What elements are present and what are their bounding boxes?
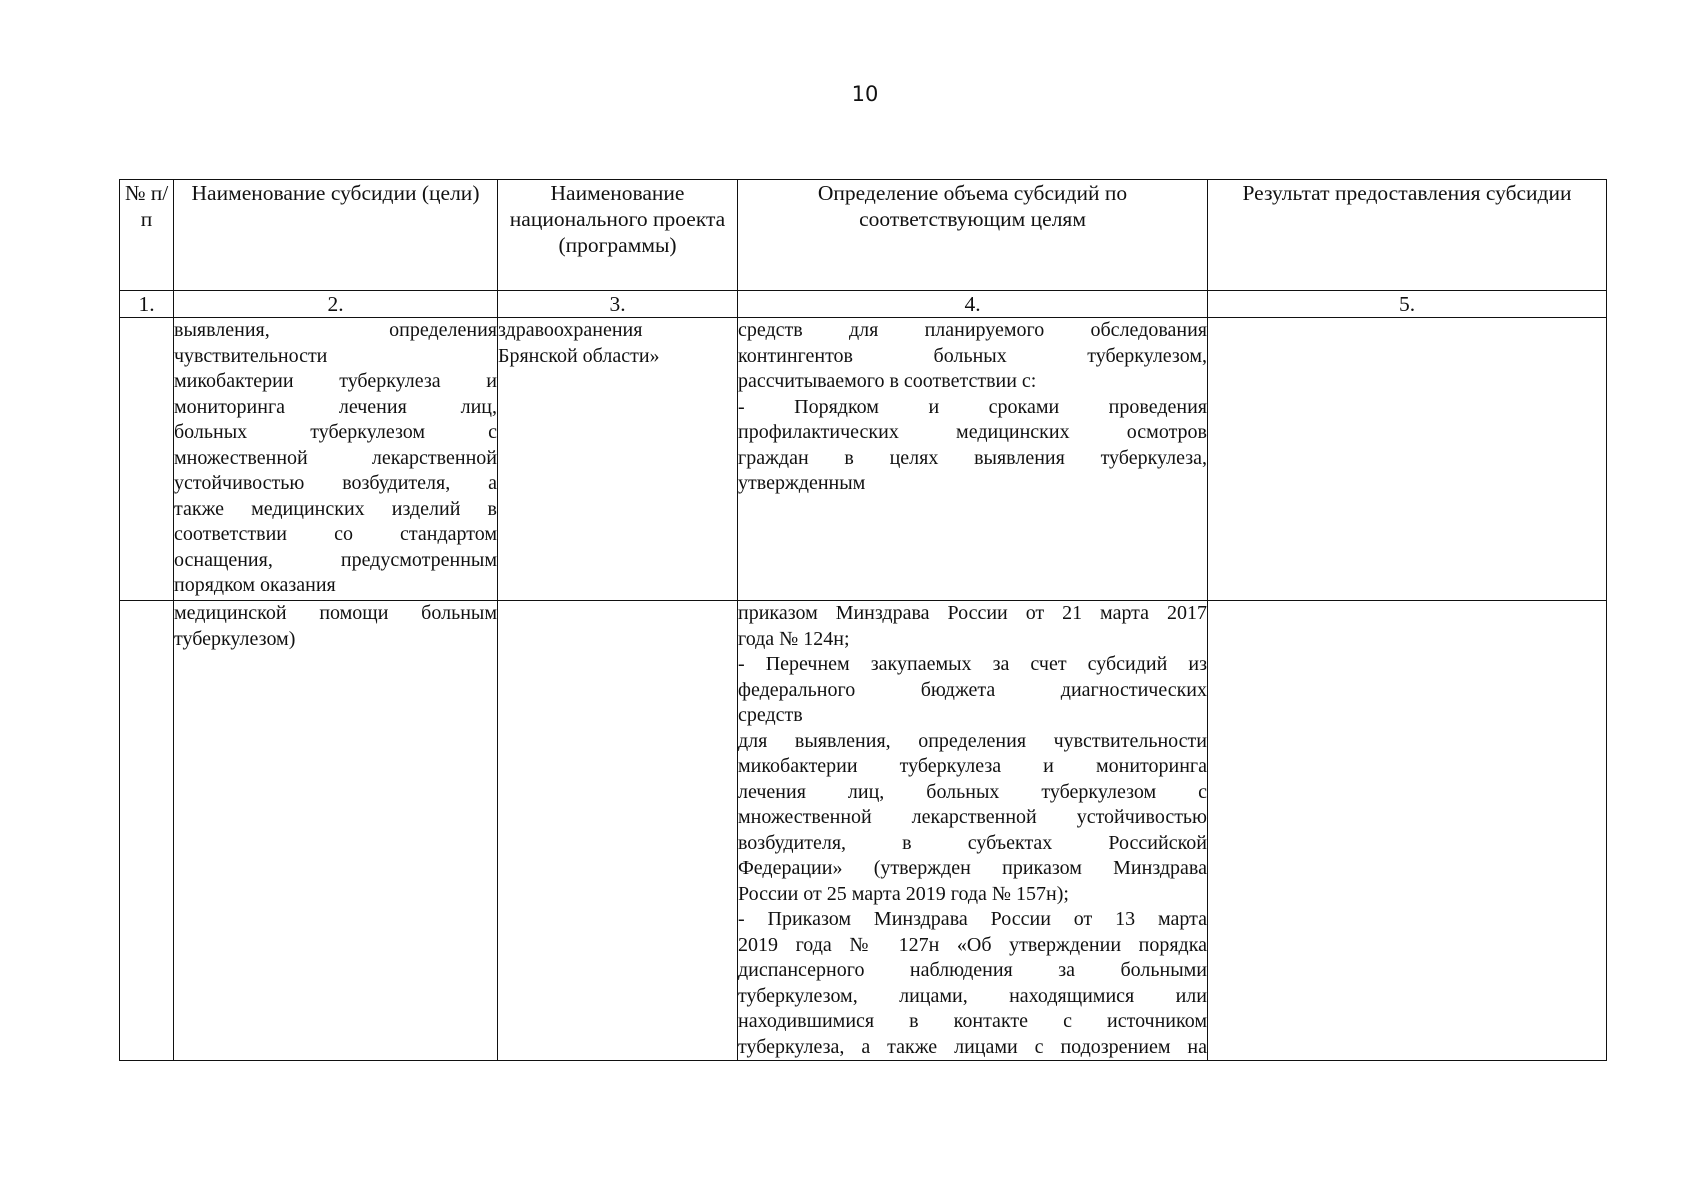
cell-text-line: множественной лекарственной <box>174 446 497 469</box>
cell-text-line: устойчивостью возбудителя, а <box>174 472 497 494</box>
cell-text-line: средств для планируемого обследования <box>738 319 1207 341</box>
header-subsidy-name: Наименование субсидии (цели) <box>174 180 498 291</box>
cell-text-line: профилактических медицинских осмотров <box>738 421 1207 443</box>
cell-text-line: приказом Минздрава России от 21 марта 2017 <box>738 602 1207 624</box>
cell-text-line: микобактерии туберкулеза и <box>174 370 497 392</box>
header-volume-definition: Определение объема субсидий по соответствующим целям <box>738 180 1208 291</box>
cell-text-line: выявления, определения <box>174 319 497 341</box>
row1-volume-definition-cell <box>738 318 1208 601</box>
cell-text-line: для выявления, определения чувствительности <box>738 729 1207 752</box>
row1-national-project-cell <box>498 318 738 601</box>
cell-text-line: 2019 года № 127н «Об утверждении порядка <box>738 933 1207 956</box>
column-number-row <box>120 291 1607 318</box>
cell-text-line: порядком оказания <box>174 574 336 596</box>
column-number-1: 1. <box>120 291 174 318</box>
cell-text-line: также медицинских изделий в <box>174 497 497 520</box>
header-row <box>120 180 1607 291</box>
cell-text-line: медицинской помощи больным <box>174 602 497 624</box>
row1-subsidy-name-cell <box>174 318 498 601</box>
cell-text-line: России от 25 марта 2019 года № 157н); <box>738 882 1069 905</box>
cell-text-line: чувствительности <box>174 344 328 367</box>
cell-text-line: находившимися в контакте с источником <box>738 1010 1207 1032</box>
cell-text-line: граждан в целях выявления туберкулеза, <box>738 446 1207 469</box>
cell-text-line: туберкулеза, а также лицами с подозрением на <box>738 1035 1207 1058</box>
table-row <box>120 318 1607 601</box>
cell-text-line: микобактерии туберкулеза и мониторинга <box>738 755 1207 777</box>
subsidy-table <box>119 179 1607 1061</box>
cell-text-line: - Перечнем закупаемых за счет субсидий из <box>738 653 1207 675</box>
cell-text-line: возбудителя, в субъектах Российской <box>738 831 1207 854</box>
cell-text-line: больных туберкулезом с <box>174 421 497 443</box>
cell-text-line: средств <box>738 704 803 726</box>
cell-text-line: лечения лиц, больных туберкулезом с <box>738 780 1207 803</box>
row2-result-cell <box>1208 601 1607 1061</box>
page-number: 10 <box>851 82 879 106</box>
cell-text-line: контингентов больных туберкулезом, <box>738 344 1207 367</box>
table-row <box>120 601 1607 1061</box>
cell-text-line: - Приказом Минздрава России от 13 марта <box>738 908 1207 930</box>
row1-number-cell <box>120 318 174 601</box>
row1-result-cell <box>1208 318 1607 601</box>
column-number-4: 4. <box>738 291 1208 318</box>
cell-text-line: оснащения, предусмотренным <box>174 548 497 571</box>
header-national-project: Наименование национального проекта (программы) <box>498 180 738 291</box>
cell-text-line: туберкулезом) <box>174 627 296 650</box>
column-number-3: 3. <box>498 291 738 318</box>
row2-national-project-cell <box>498 601 738 1061</box>
cell-text-line: утвержденным <box>738 472 866 494</box>
cell-text-line: туберкулезом, лицами, находящимися или <box>738 984 1207 1007</box>
cell-text-line: множественной лекарственной устойчивостью <box>738 806 1207 828</box>
column-number-2: 2. <box>174 291 498 318</box>
cell-text-line: Федерации» (утвержден приказом Минздрава <box>738 857 1207 879</box>
cell-text-line: - Порядком и сроками проведения <box>738 395 1207 418</box>
header-result: Результат предоставления субсидии <box>1208 180 1607 291</box>
header-number: № п/п <box>120 180 174 291</box>
cell-text-line: Брянской области» <box>498 344 660 367</box>
cell-text-line: рассчитываемого в соответствии с: <box>738 370 1037 392</box>
cell-text-line: федерального бюджета диагностических <box>738 678 1207 701</box>
row2-volume-definition-cell <box>738 601 1208 1061</box>
cell-text-line: года № 124н; <box>738 627 850 650</box>
cell-text-line: мониторинга лечения лиц, <box>174 395 497 418</box>
row2-subsidy-name-cell <box>174 601 498 1061</box>
cell-text-line: диспансерного наблюдения за больными <box>738 959 1207 981</box>
row2-number-cell <box>120 601 174 1061</box>
column-number-5: 5. <box>1208 291 1607 318</box>
cell-text-line: соответствии со стандартом <box>174 523 497 545</box>
cell-text-line: здравоохранения <box>498 319 643 341</box>
